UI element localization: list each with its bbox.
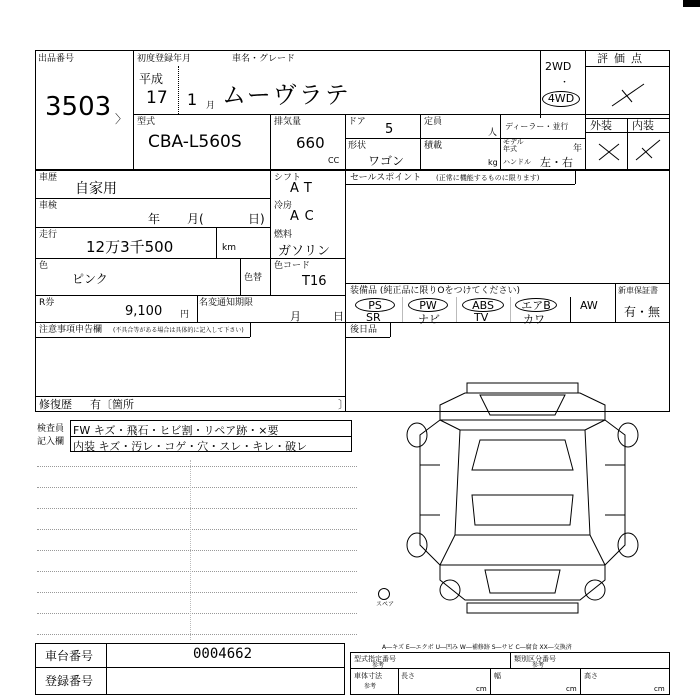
car-name: ムーヴラテ [222, 81, 351, 109]
fuel-label: 燃料 [274, 230, 293, 240]
history: 自家用 [75, 181, 117, 197]
shape: ワゴン [368, 154, 405, 168]
interior-label: 内装 [632, 119, 654, 132]
exterior-label: 外装 [590, 119, 612, 132]
doors: 5 [385, 122, 394, 137]
color-code: T16 [302, 274, 327, 289]
repair-history-text: 有〔箇所 [90, 398, 134, 411]
new-warranty-label: 新車保証書 [618, 286, 658, 295]
ac-label: 冷房 [274, 201, 293, 211]
equip-pw: PW [408, 298, 448, 312]
dealer-label: ディーラー・並行 [505, 122, 569, 131]
sales-point-title: セールスポイント [350, 173, 422, 183]
equip-leather: カワ [523, 313, 545, 326]
fuel: ガソリン [278, 244, 331, 259]
ac: AC [290, 209, 320, 224]
history-label: 車歴 [39, 173, 58, 183]
equipment-title: 装備品 (純正品に限りOをつけてください) [350, 286, 520, 296]
equip-aw: AW [580, 299, 598, 312]
model-code: CBA-L560S [148, 132, 242, 152]
corner-mark [683, 0, 700, 7]
shift-label: シフト [274, 173, 302, 183]
eval-score-mark [608, 80, 648, 110]
sales-point-note: (正常に機能するものに限ります) [436, 174, 540, 182]
registration-month: 1 [187, 90, 198, 109]
damage-legend: A―キズ E―エクボ U―凹み W―補修跡 S―サビ C―腐食 XX―交換済 [382, 644, 572, 651]
equip-tv: TV [474, 311, 489, 324]
equip-navi: ナビ [418, 313, 440, 326]
lot-number-label: 出品番号 [38, 54, 75, 64]
equip-sr: SR [366, 311, 381, 324]
registration-year: 17 [146, 88, 168, 108]
repair-history-label: 修復歴 [39, 398, 72, 411]
color-code-label: 色コード [274, 261, 311, 271]
spare-label: スペア [376, 601, 395, 608]
era: 平成 [139, 72, 164, 86]
first-registration-label: 初度登録年月 [137, 54, 192, 64]
lot-number: 3503 [45, 92, 112, 122]
car-name-label: 車名・グレード [232, 54, 296, 64]
recycle-label: R券 [39, 298, 55, 308]
handle: 左・右 [540, 156, 573, 169]
door-label: ドア [348, 117, 366, 127]
equip-ps: PS [355, 298, 395, 312]
load-label: 積載 [424, 141, 443, 151]
shape-label: 形状 [348, 141, 367, 151]
shift: AT [290, 181, 318, 196]
displacement: 660 [296, 134, 325, 152]
exterior-mark [595, 140, 623, 164]
color: ピンク [72, 272, 108, 286]
new-warranty-value: 有・無 [624, 305, 661, 319]
inspector-fw-line: FW キズ・飛石・ヒビ割・リペア跡・×要 [73, 424, 279, 437]
handle-label: ハンドル [503, 158, 531, 166]
caution-hint: (不具合等がある場合は具体的に記入して下さい) [113, 327, 244, 334]
interior-mark [632, 136, 664, 164]
capacity-label: 定員 [424, 117, 443, 127]
recycle-amount: 9,100 [125, 304, 163, 319]
drive-4wd-circled: 4WD [542, 91, 580, 107]
inspection-label: 車検 [39, 201, 58, 211]
model-code-label: 型式 [137, 117, 156, 127]
equip-abs: ABS [462, 298, 504, 312]
caution-label: 注意事項申告欄 [39, 325, 103, 335]
eval-score-label: 評価点 [597, 52, 648, 65]
drive-2wd: 2WD [545, 60, 572, 73]
after-items-label: 後日品 [350, 325, 378, 335]
mileage: 12万3千500 [86, 238, 174, 256]
equip-airbag: エアB [515, 298, 557, 312]
mileage-label: 走行 [39, 230, 58, 240]
repaint-label: 色替 [244, 273, 263, 283]
chassis-number: 0004662 [193, 646, 253, 662]
displacement-label: 排気量 [274, 117, 302, 127]
car-body-diagram [405, 375, 640, 620]
color-label: 色 [39, 261, 49, 271]
registration-label: 登録番号 [45, 674, 94, 688]
deadline-label: 名変通知期限 [199, 298, 254, 308]
inspector-interior-line: 内装 キズ・汚レ・コゲ・穴・スレ・キレ・破レ [73, 440, 308, 453]
chassis-label: 車台番号 [45, 649, 94, 663]
